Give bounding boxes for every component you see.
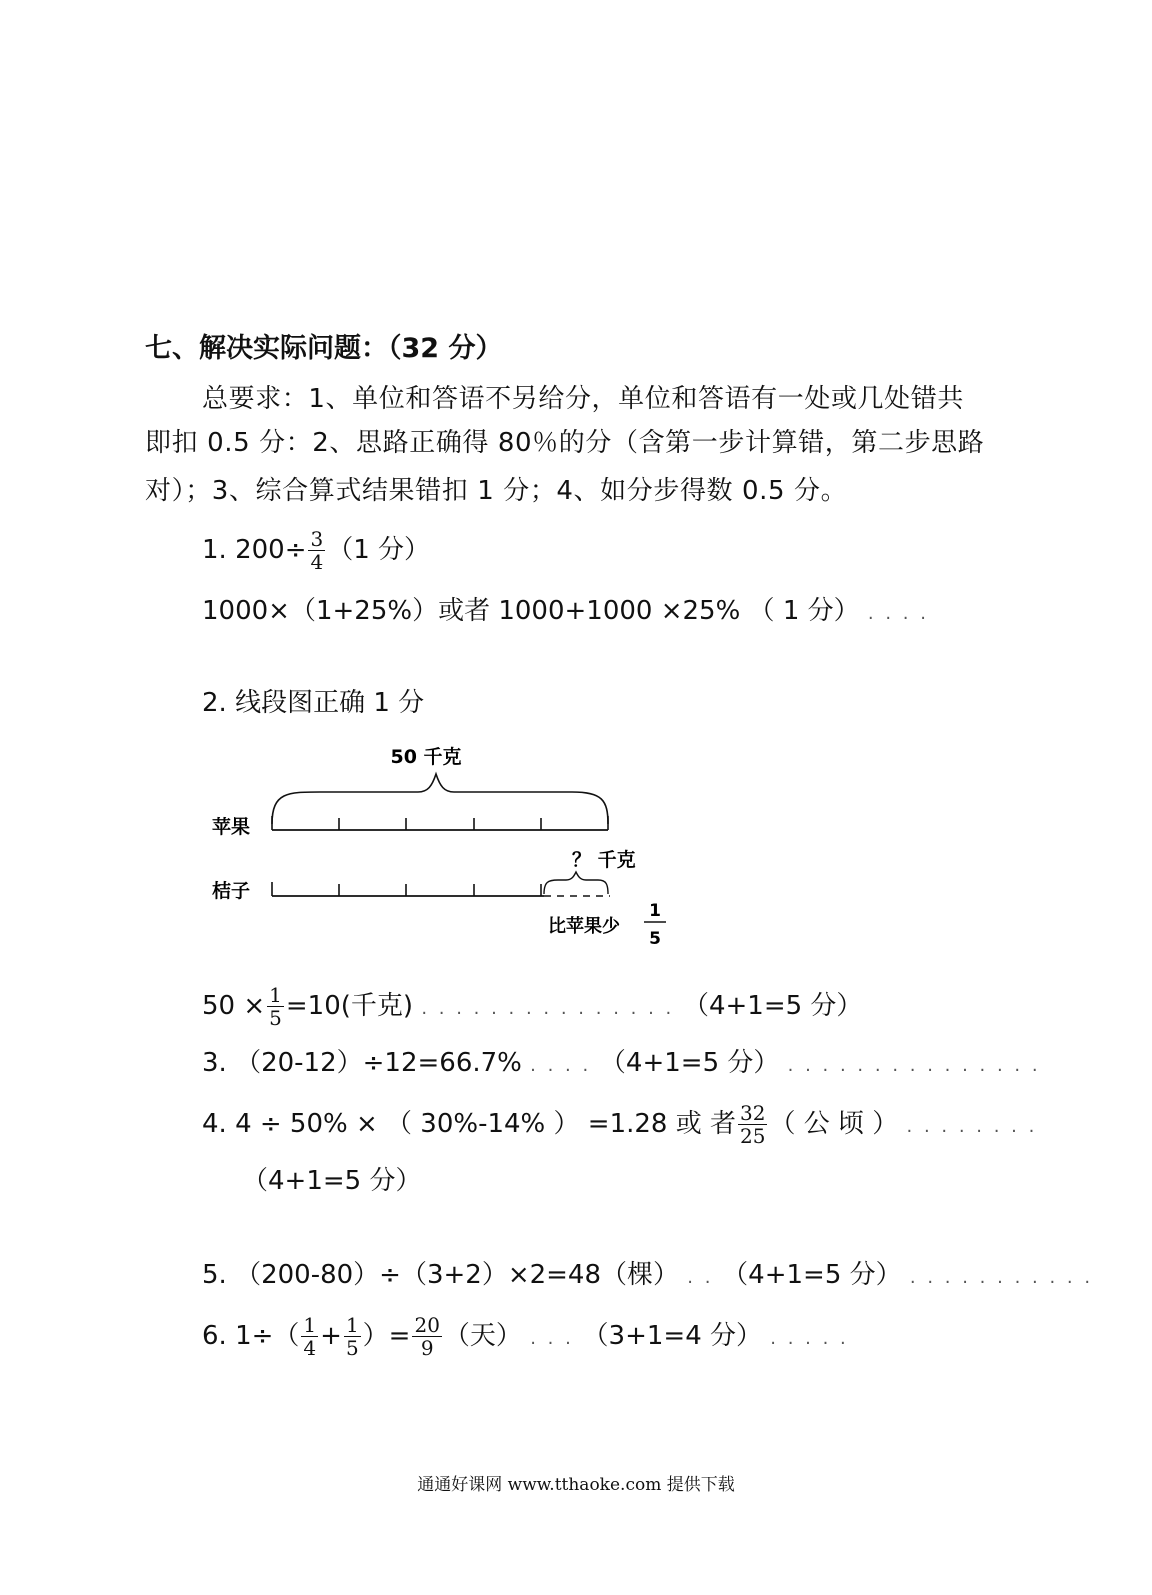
- requirements-line-2: 即扣 0.5 分：2、思路正确得 80％的分（含第一步计算错，第二步思路: [145, 428, 985, 458]
- q4-frac-num: 32: [740, 1101, 766, 1125]
- q2-calculation: [202, 984, 862, 1029]
- total-label: 50 千克: [390, 746, 462, 768]
- question-brace: [544, 872, 608, 894]
- q6-f3-den: 9: [420, 1336, 434, 1360]
- q4-text: 4. 4 ÷ 50% × （ 30%-14% ） =1.28 或 者: [202, 1109, 736, 1139]
- q5-text: 5. （200-80）÷（3+2）×2=48（棵）: [202, 1260, 680, 1290]
- dot-leader: . . . . . . . . . . .: [909, 1267, 1094, 1288]
- line-segment-diagram: [200, 730, 680, 960]
- q1-alt: 1000×（1+25%）或者 1000+1000 ×25% （ 1 分）: [202, 596, 860, 626]
- q1-prefix: 1. 200÷: [202, 535, 307, 565]
- dot-leader: . . . . . . . . . . . . . . .: [421, 998, 683, 1019]
- q1-line-1: [202, 528, 430, 573]
- q6-f1-num: 1: [303, 1313, 317, 1337]
- requirements-line-3: 对）；3、综合算式结果错扣 1 分；4、如分步得数 0.5 分。: [145, 476, 848, 506]
- q3-line: [202, 1048, 1041, 1081]
- q1-line-2: [202, 596, 929, 629]
- dot-leader: . . . . .: [770, 1328, 849, 1349]
- less-frac-num: 1: [649, 901, 661, 921]
- q5-line: [202, 1260, 1093, 1293]
- q6-fraction-3: [412, 1314, 441, 1359]
- orange-ticks: [272, 882, 541, 896]
- q1-frac-num: 3: [310, 527, 324, 551]
- dot-leader: . . . . . . . .: [906, 1116, 1038, 1137]
- dot-leader: . . .: [530, 1328, 583, 1349]
- q6-f1-den: 4: [303, 1336, 317, 1360]
- q6-fraction-1: [301, 1314, 318, 1359]
- q2-fraction: [267, 984, 284, 1029]
- q6-score: （3+1=4 分）: [582, 1321, 763, 1351]
- q6-unit: （天）: [443, 1321, 522, 1351]
- q6-f2-num: 1: [345, 1313, 359, 1337]
- q1-fraction: [308, 528, 325, 573]
- less-label: 比苹果少: [548, 916, 620, 937]
- q1-score: （1 分）: [327, 535, 431, 565]
- q3-score: （4+1=5 分）: [599, 1048, 780, 1078]
- q1-frac-den: 4: [310, 550, 324, 574]
- q6-f2-den: 5: [345, 1336, 359, 1360]
- total-brace: [272, 774, 608, 824]
- q2-frac-num: 1: [269, 983, 282, 1007]
- q3-text: 3. （20-12）÷12=66.7%: [202, 1048, 522, 1078]
- q6-line: [202, 1314, 849, 1359]
- dot-leader: . . . .: [530, 1055, 600, 1076]
- orange-label: 桔子: [212, 880, 251, 902]
- dot-leader: . . . .: [867, 603, 929, 624]
- q6-prefix: 6. 1÷（: [202, 1321, 300, 1351]
- requirements-line-1: 总要求：1、单位和答语不另给分，单位和答语有一处或几处错共: [202, 384, 964, 414]
- dot-leader: . . . . . . . . . . . . . . .: [787, 1055, 1041, 1076]
- q6-mid: ）=: [362, 1321, 411, 1351]
- q4-line: [202, 1102, 1037, 1147]
- q4-fraction: [738, 1102, 767, 1147]
- q6-fraction-2: [344, 1314, 361, 1359]
- section-title: 七、解决实际问题：（32 分）: [145, 333, 503, 364]
- dot-leader: . .: [687, 1267, 723, 1288]
- apple-label: 苹果: [212, 816, 251, 838]
- footer-credit: 通通好课网 www.tthaoke.com 提供下载: [417, 1475, 735, 1495]
- less-frac-den: 5: [649, 929, 661, 949]
- q6-f3-num: 20: [414, 1313, 440, 1337]
- question-label: ？ 千克: [572, 849, 636, 871]
- apple-ticks: [272, 816, 608, 830]
- q4-frac-den: 25: [740, 1124, 766, 1148]
- q2-calc-prefix: 50 ×: [202, 991, 266, 1021]
- q2-frac-den: 5: [269, 1006, 282, 1030]
- q2-score: （4+1=5 分）: [682, 991, 863, 1021]
- q2-label: 2. 线段图正确 1 分: [202, 688, 425, 718]
- q4-unit: （ 公 顷 ）: [769, 1109, 899, 1139]
- q6-plus: +: [320, 1321, 342, 1351]
- q4-score: （4+1=5 分）: [242, 1166, 422, 1196]
- q2-calc-suffix: =10(千克): [285, 991, 414, 1021]
- q5-score: （4+1=5 分）: [722, 1260, 902, 1290]
